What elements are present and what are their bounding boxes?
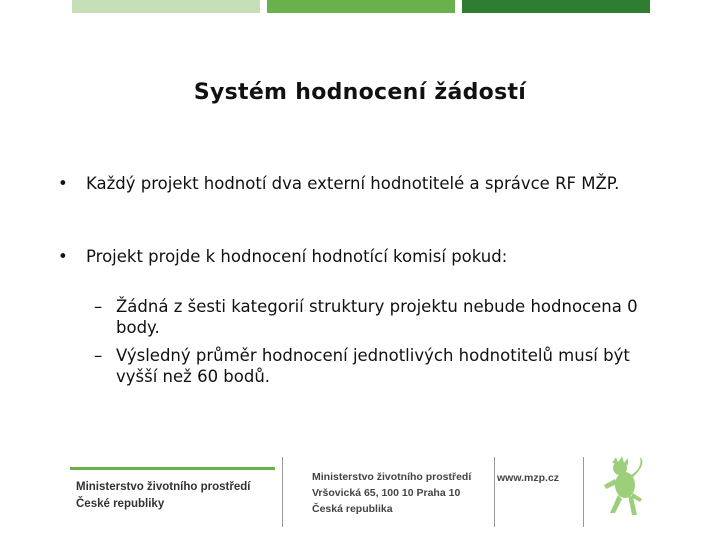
top-bar-light <box>72 0 260 13</box>
czech-lion-icon <box>598 455 648 521</box>
footer-website-link[interactable]: www.mzp.cz <box>497 472 560 484</box>
bullet-text: Projekt projde k hodnocení hodnotící komisí pokud: <box>86 247 508 266</box>
footer-divider <box>494 457 495 527</box>
sub-bullet-text: Výsledný průměr hodnocení jednotlivých hodnotitelů musí být vyšší než 60 bodů. <box>116 346 630 386</box>
footer-address-line: Vršovická 65, 100 10 Praha 10 <box>312 487 461 499</box>
sub-bullet-text: Žádná z šesti kategorií struktury projektu nebude hodnocena 0 body. <box>116 297 638 337</box>
footer-address-line: Ministerstvo životního prostředí <box>312 471 472 483</box>
slide-title: Systém hodnocení žádostí <box>193 80 527 105</box>
footer-org-line: České republiky <box>76 498 165 510</box>
footer-org-line: Ministerstvo životního prostředí <box>76 481 251 493</box>
footer-green-line <box>70 467 275 470</box>
footer-address-line: Česká republika <box>312 503 393 515</box>
footer-divider <box>583 457 584 527</box>
top-bar-mid <box>267 0 455 13</box>
bullet-text: Každý projekt hodnotí dva externí hodnotitelé a správce RF MŽP. <box>86 174 620 193</box>
sub-bullet-dash: – <box>94 297 103 316</box>
footer-address <box>312 469 471 517</box>
bullet-dot: • <box>58 247 68 266</box>
footer <box>0 455 720 540</box>
top-bar-dark <box>462 0 650 13</box>
footer-org-name <box>76 479 250 513</box>
bullet-dot: • <box>58 174 68 193</box>
footer-divider <box>282 457 283 527</box>
sub-bullet-dash: – <box>94 346 103 365</box>
